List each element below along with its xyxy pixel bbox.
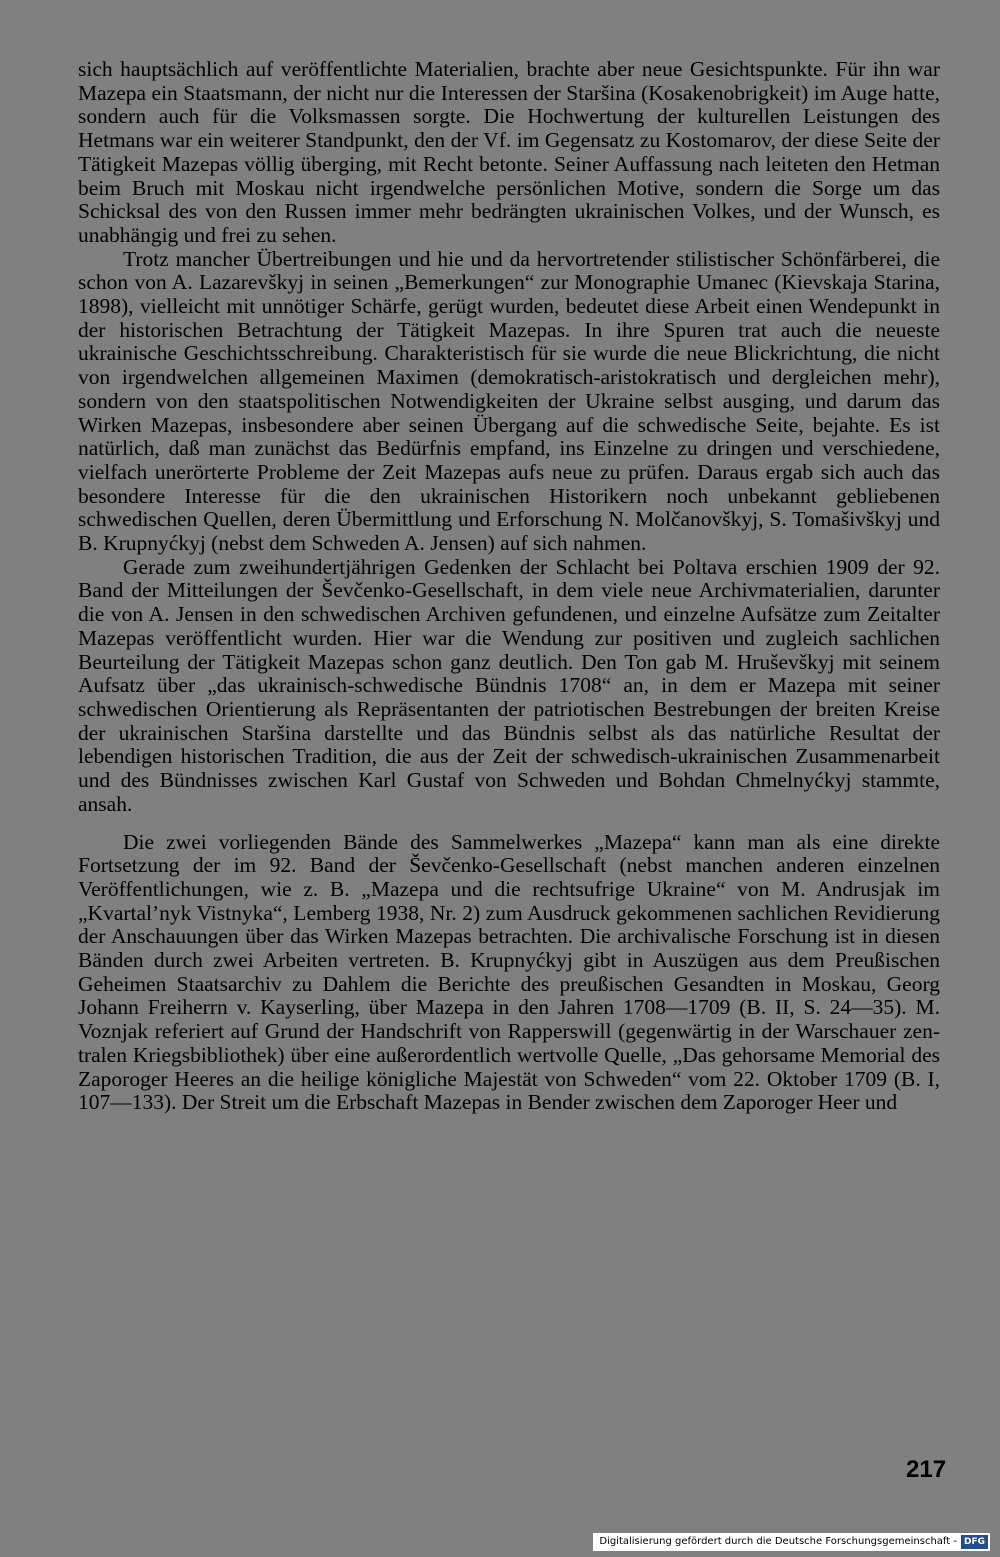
dfg-logo-icon: DFG (961, 1535, 988, 1549)
paragraph-3: Gerade zum zweihundertjährigen Gedenken der Schlacht bei Poltava erschien 1909 der 92. Band der Mitteilungen der Ševčenko-Gesellschaft, in dem viele neue Archivmaterialien, darunter die von A. Jensen in den schwedischen Archiven gefundenen, und einzelne Aufsätze zum Zeitalter Mazepas veröffentlicht wurden. Hier war die Wendung zur positiven und zugleich sachlichen Beurteilung der Tätigkeit Mazepas schon ganz deutlich. Den Ton gab M. Hruševškyj mit seinem Aufsatz über „das ukrainisch-schwedische Bündnis 1708“ an, in dem er Mazepa mit seiner schwedischen Orientierung als Repräsentanten der patriotischen Bestrebungen der breiten Kreise der ukrainischen Staršina darstellte und das Bündnis selbst als das natürliche Resultat der lebendigen historischen Tradition, die aus der Zeit der schwedisch-ukrainischen Zusammenarbeit und des Bündnisses zwischen Karl Gustaf von Schweden und Bohdan Chmelnyćkyj stammte, ansah. (78, 554, 940, 816)
digitization-footer (593, 1533, 990, 1551)
paragraph-2: Trotz mancher Übertreibungen und hie und da hervortretender stilistischer Schönfärberei, die schon von A. Lazarevškyj in seinen „Bemerkungen“ zur Monographie Umanec (Kievskaja Starina, 1898), vielleicht mit unnötiger Schärfe, gerügt wurden, bedeutet diese Arbeit einen Wendepunkt in der historischen Betrachtung der Tätigkeit Mazepas. In ihre Spuren trat auch die neueste ukrainische Geschichtsschreibung. Charakteristisch für sie wurde die neue Blickrichtung, die nicht von irgendwelchen allgemeinen Maximen (demokratisch-aristokratisch und dergleichen mehr), sondern von den staatspolitischen Notwendigkeiten der Ukraine selbst ausging, und darum das Wirken Mazepas, insbesondere aber seinen Übergang auf die schwedische Seite, bejahte. Es ist natürlich, daß man zunächst das Bedürfnis empfand, ins Einzelne zu dringen und verschiedene, vielfach unerörterte Probleme der Zeit Mazepas aufs neue zu prüfen. Daraus ergab sich auch das besondere Interesse für die den ukrainischen Historikern noch unbekannt gebliebenen schwedischen Quellen, deren Übermittlung und Erforschung N. Molčanovškyj, S. Tomašivškyj und B. Krupnyćkyj (nebst dem Schweden A. Jensen) auf sich nahmen. (78, 246, 940, 556)
page-body-text (78, 58, 940, 1115)
paragraph-4: Die zwei vorliegenden Bände des Sammelwerkes „Mazepa“ kann man als eine direkte Fortsetzung der im 92. Band der Ševčenko-Gesellschaft (nebst manchen anderen einzelnen Veröffentlichungen, wie z. B. „Mazepa und die rechtsufrige Ukraine“ von M. Andrusjak im „Kvartal’nyk Vistnyka“, Lemberg 1938, Nr. 2) zum Ausdruck gekommenen sachlichen Revidierung der Anschauungen über das Wirken Mazepas betrachten. Die archivalische Forschung ist in diesen Bänden durch zwei Arbeiten vertreten. B. Krupnyćkyj gibt in Auszügen aus dem Preußischen Geheimen Staatsarchiv zu Dahlem die Berichte des preußischen Gesandten in Moskau, Georg Johann Freiherrn v. Kayserling, über Mazepa in den Jahren 1708—1709 (B. II, S. 24—35). M. Voznjak referiert auf Grund der Handschrift von Rapperswill (gegenwärtig in der Warschauer zentralen Kriegsbibliothek) über eine außerordentlich wertvolle Quelle, „Das gehorsame Memorial des Zaporoger Heeres an die heilige königliche Majestät von Schweden“ vom 22. Oktober 1709 (B. I, 107—133). Der Streit um die Erbschaft Mazepas in Bender zwischen dem Zaporoger Heer und (78, 829, 940, 1115)
footer-credit-text: Digitalisierung gefördert durch die Deutsche Forschungsgemeinschaft - (599, 1536, 957, 1547)
page-number: 217 (906, 1456, 947, 1483)
paragraph-1: sich hauptsächlich auf veröffentlichte Materialien, brachte aber neue Gesichtspunkte. Für ihn war Mazepa ein Staatsmann, der nicht nur die Interessen der Staršina (Kosakenobrigkeit) im Auge hatte, sondern auch für die Volksmassen sorgte. Die Hochwertung der kulturellen Leistungen des Hetmans war ein weiterer Standpunkt, den der Vf. im Gegensatz zu Kostomarov, der diese Seite der Tätigkeit Mazepas völlig überging, mit Recht betonte. Seiner Auffassung nach leiteten den Hetman beim Bruch mit Moskau nicht irgendwelche persönlichen Motive, sondern die Sorge um das Schicksal des von den Russen immer mehr bedrängten ukrainischen Volkes, und der Wunsch, es unabhängig und frei zu sehen. (78, 57, 940, 247)
